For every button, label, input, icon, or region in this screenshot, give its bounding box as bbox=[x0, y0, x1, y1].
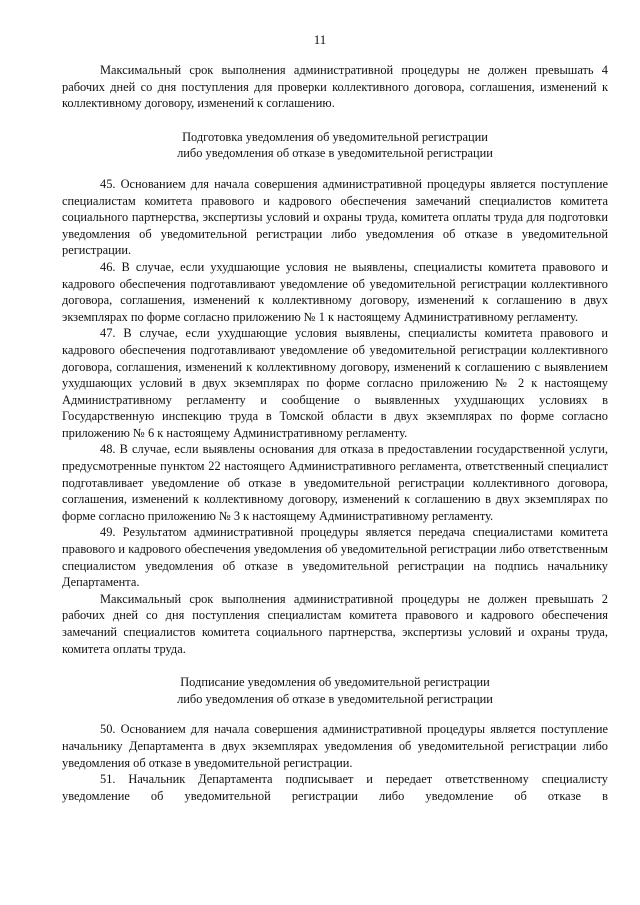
section-heading-signing bbox=[62, 674, 608, 707]
paragraph-50: 50. Основанием для начала совершения административной процедуры является поступление начальнику Департамента в двух экземплярах уведомления об уведомительной регистрации либо уведомления об отказе в уведомительной регистрации. bbox=[62, 722, 608, 770]
paragraph-46: 46. В случае, если ухудшающие условия не выявлены, специалисты комитета правового и кадрового обеспечения подготавливают уведомление об уведомительной регистрации коллективного договора, соглашения, изменений к коллективному договору, изменений к соглашению в двух экземплярах по форме согласно приложению № 1 к настоящему Административному регламенту. bbox=[62, 259, 608, 324]
paragraph-max-term-2-days: Максимальный срок выполнения административной процедуры не должен превышать 2 рабочих дней со дня поступления специалистам комитета правового и кадрового обеспечения замечаний специалистов комитета социального партнерства, экспертизы условий и охраны труда, комитета оплаты труда. bbox=[62, 591, 608, 656]
paragraph-45: 45. Основанием для начала совершения административной процедуры является поступление специалистам комитета правового и кадрового обеспечения замечаний специалистов комитета социального партнерства, экспертизы условий и охраны труда, комитета оплаты труда для подготовки уведомления об уведомительной регистрации либо уведомления об отказе в уведомительной регистрации. bbox=[62, 176, 608, 258]
paragraph-51: 51. Начальник Департамента подписывает и передает ответственному специалисту уведомление об уведомительной регистрации либо уведомление об отказе в bbox=[62, 772, 608, 803]
section-heading-preparation bbox=[62, 129, 608, 162]
paragraph-49: 49. Результатом административной процедуры является передача специалистами комитета правового и кадрового обеспечения уведомления об уведомительной регистрации либо ответственным специалистом уведомления об отказе в уведомительной регистрации на подпись начальнику Департамента. bbox=[62, 525, 608, 590]
section-heading-line: Подписание уведомления об уведомительной регистрации bbox=[180, 675, 490, 690]
paragraph-48: 48. В случае, если выявлены основания для отказа в предоставлении государственной услуги, предусмотренные пунктом 22 настоящего Административного регламента, ответственный специалист подготавливает уведомление об отказе в уведомительной регистрации коллективного договора, соглашения, изменений к коллективному договору, изменений к соглашению в двух экземплярах по форме согласно приложению № 3 к настоящему Административному регламенту. bbox=[62, 442, 608, 523]
page-number: 11 bbox=[313, 32, 327, 47]
section-heading-line: либо уведомления об отказе в уведомительной регистрации bbox=[177, 691, 493, 706]
section-heading-line: Подготовка уведомления об уведомительной регистрации bbox=[182, 129, 488, 144]
document-body bbox=[62, 62, 608, 804]
paragraph-max-term-4-days: Максимальный срок выполнения административной процедуры не должен превышать 4 рабочих дней со дня поступления для проверки коллективного договора, соглашения, изменений к коллективному договору, изменений к соглашению. bbox=[62, 63, 608, 111]
paragraph-47: 47. В случае, если ухудшающие условия выявлены, специалисты комитета правового и кадрового обеспечения подготавливают уведомление об уведомительной регистрации коллективного договора, соглашения, изменений к коллективному договору, изменений к соглашению с выявлением ухудшающих условий в двух экземплярах по форме согласно приложению № 2 к настоящему Административному регламенту и сообщение о выявленных ухудшающих условиях в Государственную инспекцию труда в Томской области в двух экземплярах по форме согласно приложению № 6 к настоящему Административному регламенту. bbox=[62, 326, 608, 440]
section-heading-line: либо уведомления об отказе в уведомительной регистрации bbox=[177, 146, 493, 161]
